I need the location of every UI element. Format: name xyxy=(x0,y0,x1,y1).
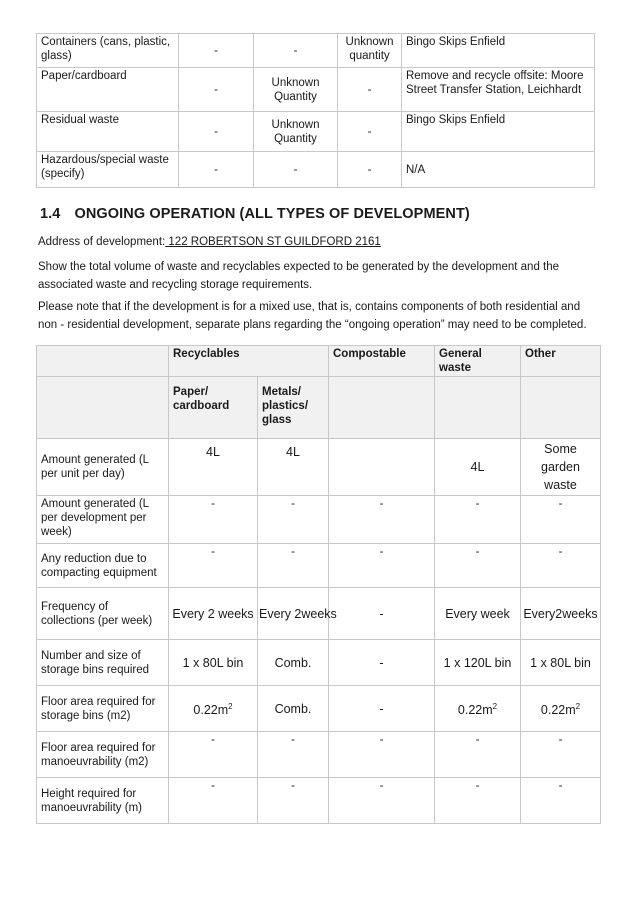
cell-other xyxy=(521,686,601,732)
ongoing-operation-table xyxy=(36,345,601,824)
destination-cell: Remove and recycle offsite: Moore Street Transfer Station, Leichhardt xyxy=(402,68,595,112)
row-label: Number and size of storage bins required xyxy=(37,640,169,686)
cell-paper xyxy=(169,686,258,732)
cell: - xyxy=(179,34,254,68)
subheader-metals: Metals/ plastics/ glass xyxy=(258,377,329,439)
cell-metals: Comb. xyxy=(258,686,329,732)
cell-other: 1 x 80L bin xyxy=(521,640,601,686)
cell: - xyxy=(254,152,338,188)
cell-paper: 4L xyxy=(169,439,258,496)
cell-other: - xyxy=(521,732,601,778)
destination-cell: Bingo Skips Enfield xyxy=(402,112,595,152)
cell: - xyxy=(179,68,254,112)
header-other: Other xyxy=(521,346,601,377)
row-label: Amount generated (L per unit per day) xyxy=(37,439,169,496)
row-label: Hazardous/special waste (specify) xyxy=(37,152,179,188)
cell: Unknown quantity xyxy=(338,34,402,68)
section-number: 1.4 xyxy=(40,206,61,222)
cell-metals: - xyxy=(258,732,329,778)
row-label: Floor area required for manoeuvrability (m2) xyxy=(37,732,169,778)
instruction-paragraph: Show the total volume of waste and recyclables expected to be generated by the development and the associated waste and recycling storage requirements. xyxy=(38,261,560,291)
cell-compostable: - xyxy=(329,496,435,544)
row-label: Paper/cardboard xyxy=(37,68,179,112)
cell-metals: - xyxy=(258,778,329,824)
cell-compostable: - xyxy=(329,778,435,824)
cell-other: - xyxy=(521,544,601,588)
note-paragraph: Please note that if the development is for a mixed use, that is, contains components of both residential and non - residential development, separate plans regarding the “ongoing operation” may need to be completed. xyxy=(38,301,587,331)
cell: Unknown Quantity xyxy=(254,68,338,112)
subheader-empty xyxy=(329,377,435,439)
destination-cell: N/A xyxy=(402,152,595,188)
cell-compostable: - xyxy=(329,640,435,686)
area-value: 0.22m xyxy=(457,703,493,718)
header-recyclables: Recyclables xyxy=(169,346,329,377)
cell-metals: 4L xyxy=(258,439,329,496)
cell: - xyxy=(254,34,338,68)
cell-general: - xyxy=(435,732,521,778)
row-label: Amount generated (L per development per week) xyxy=(37,496,169,544)
area-value: 0.22m xyxy=(540,703,576,718)
table-row xyxy=(37,68,595,112)
subheader-empty xyxy=(521,377,601,439)
table-row xyxy=(37,640,601,686)
table-row xyxy=(37,686,601,732)
header-compostable: Compostable xyxy=(329,346,435,377)
table-row xyxy=(37,778,601,824)
header-row xyxy=(37,346,601,377)
cell: - xyxy=(338,112,402,152)
table-row xyxy=(37,152,595,188)
cell-compostable: - xyxy=(329,686,435,732)
table-row xyxy=(37,439,601,496)
address-value: 122 ROBERTSON ST GUILDFORD 2161 xyxy=(165,236,381,248)
row-label: Any reduction due to compacting equipment xyxy=(37,544,169,588)
cell-general: - xyxy=(435,544,521,588)
subheader-empty xyxy=(435,377,521,439)
address-line xyxy=(38,233,598,251)
cell-paper: Every 2 weeks xyxy=(169,588,258,640)
row-label: Frequency of collections (per week) xyxy=(37,588,169,640)
cell-general: 1 x 120L bin xyxy=(435,640,521,686)
cell-other: Some garden waste xyxy=(521,439,601,496)
subheader-empty xyxy=(37,377,169,439)
cell-paper: - xyxy=(169,496,258,544)
cell: - xyxy=(179,152,254,188)
squared-sup: 2 xyxy=(575,701,581,711)
waste-destination-table xyxy=(36,33,595,188)
cell-paper: - xyxy=(169,778,258,824)
cell: Unknown Quantity xyxy=(254,112,338,152)
address-label: Address of development: xyxy=(38,236,166,248)
header-general-waste: General waste xyxy=(435,346,521,377)
cell-metals: Every 2weeks xyxy=(258,588,329,640)
table-row xyxy=(37,496,601,544)
cell-other: - xyxy=(521,778,601,824)
cell-general: - xyxy=(435,778,521,824)
cell-general xyxy=(435,686,521,732)
table-row xyxy=(37,588,601,640)
cell-compostable: - xyxy=(329,732,435,778)
cell-metals: - xyxy=(258,496,329,544)
cell-compostable xyxy=(329,439,435,496)
cell-compostable: - xyxy=(329,544,435,588)
section-title: ONGOING OPERATION (ALL TYPES OF DEVELOPMENT) xyxy=(74,206,470,222)
cell-paper: - xyxy=(169,544,258,588)
subheader-paper: Paper/ cardboard xyxy=(169,377,258,439)
destination-cell: Bingo Skips Enfield xyxy=(402,34,595,68)
section-heading xyxy=(40,206,470,222)
cell: - xyxy=(179,112,254,152)
row-label: Floor area required for storage bins (m2) xyxy=(37,686,169,732)
cell-paper: 1 x 80L bin xyxy=(169,640,258,686)
row-label: Residual waste xyxy=(37,112,179,152)
row-label: Containers (cans, plastic, glass) xyxy=(37,34,179,68)
table-row xyxy=(37,544,601,588)
cell-paper: - xyxy=(169,732,258,778)
squared-sup: 2 xyxy=(228,701,233,711)
cell-other: Every2weeks xyxy=(521,588,601,640)
row-label: Height required for manoeuvrability (m) xyxy=(37,778,169,824)
cell: - xyxy=(338,152,402,188)
cell-other: - xyxy=(521,496,601,544)
cell-metals: - xyxy=(258,544,329,588)
cell-metals: Comb. xyxy=(258,640,329,686)
area-value: 0.22m xyxy=(193,703,229,718)
table-row xyxy=(37,112,595,152)
cell-compostable: - xyxy=(329,588,435,640)
cell-general: - xyxy=(435,496,521,544)
cell-general: Every week xyxy=(435,588,521,640)
subheader-row xyxy=(37,377,601,439)
table-row xyxy=(37,732,601,778)
table-row xyxy=(37,34,595,68)
cell: - xyxy=(338,68,402,112)
header-empty xyxy=(37,346,169,377)
cell-general: 4L xyxy=(435,439,521,496)
squared-sup: 2 xyxy=(492,701,498,711)
